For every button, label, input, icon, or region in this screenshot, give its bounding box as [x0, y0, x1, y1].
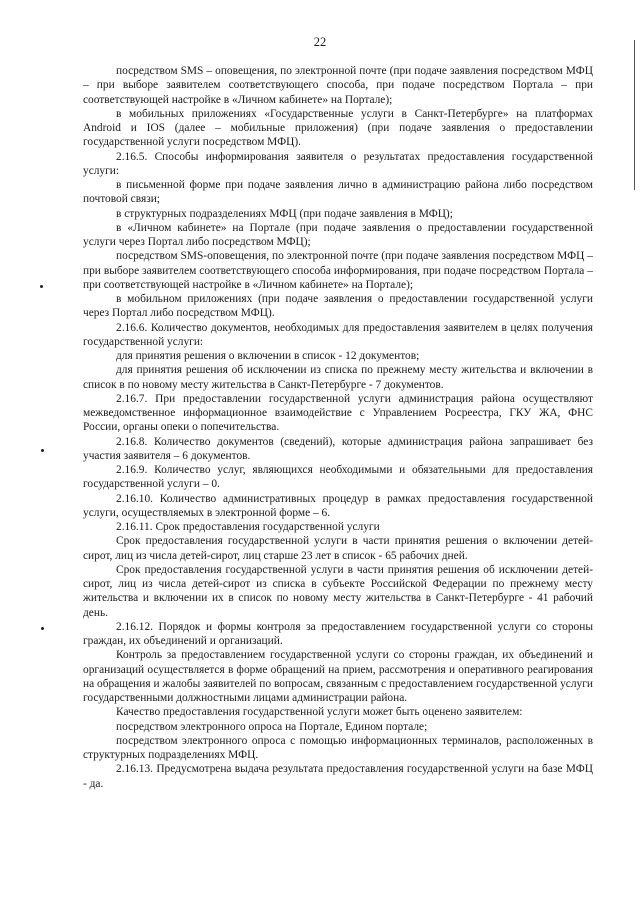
- scan-mark-dot: [41, 449, 44, 452]
- paragraph: посредством электронного опроса с помощью информационных терминалов, расположенных в структурных подразделениях МФЦ.: [83, 734, 593, 761]
- scan-mark-dot: [40, 285, 43, 288]
- paragraph: 2.16.6. Количество документов, необходимых для предоставления заявителем в целях получения государственной услуги:: [83, 321, 593, 348]
- paragraph: Качество предоставления государственной услуги может быть оценено заявителем:: [116, 706, 523, 719]
- paragraph: в «Личном кабинете» на Портале (при подаче заявления о предоставлении государственной услуги через Портал либо посредством МФЦ);: [83, 221, 593, 248]
- paragraph: 2.16.13. Предусмотрена выдача результата предоставления государственной услуги на базе МФЦ - да.: [83, 763, 593, 790]
- paragraph: посредством SMS-оповещения, по электронной почте (при подаче заявления посредством МФЦ – при выборе заявителем соответствующего способа информирования, при подаче посредством Портала – при соответствующей настройке в «Личном кабинете» на Портале);: [83, 250, 593, 291]
- paragraph: в мобильных приложениях «Государственные услуги в Санкт-Петербурге» на платформах Android и IOS (далее – мобильные приложения) (при подаче заявления о предоставлении государственной услуги посредством МФЦ).: [83, 107, 593, 149]
- page-body: [83, 64, 593, 791]
- paragraph: 2.16.9. Количество услуг, являющихся необходимыми и обязательными для предоставления государственной услуги – 0.: [83, 464, 593, 491]
- paragraph: в письменной форме при подаче заявления лично в администрацию района либо посредством почтовой связи;: [83, 179, 593, 206]
- scan-edge-line: [634, 40, 635, 190]
- paragraph: 2.16.11. Срок предоставления государственной услуги: [116, 521, 380, 533]
- paragraph: 2.16.7. При предоставлении государственной услуги администрация района осуществляют межведомственное информационное взаимодействие с Управлением Росреестра, ГКУ ЖА, ФНС России, органы опеки о попечительства.: [83, 392, 593, 434]
- paragraph: посредством электронного опроса на Портале, Едином портале;: [116, 720, 428, 733]
- paragraph: Срок предоставления государственной услуги в части принятия решения о включении детей-сирот, лиц из числа детей-сирот, лиц старше 23 лет в список - 65 рабочих дней.: [83, 535, 593, 562]
- paragraph: в мобильном приложениях (при подаче заявления о предоставлении государственной услуги через Портал либо посредством МФЦ).: [83, 293, 593, 320]
- paragraph: Контроль за предоставлением государственной услуги со стороны граждан, их объединений и организаций осуществляется в форме обращений на прием, рассмотрения и оперативного реагирования на обращения и жалобы заявителей по вопросам, связанным с предоставлением государственной услуги государственными должностными лицами администрации района.: [83, 649, 593, 704]
- scan-mark-dot: [41, 627, 44, 630]
- paragraph: для принятия решения о включении в список - 12 документов;: [116, 350, 420, 362]
- paragraph: в структурных подразделениях МФЦ (при подаче заявления в МФЦ);: [116, 207, 453, 220]
- paragraph: 2.16.10. Количество административных процедур в рамках предоставления государственной услуги, осуществляемых в электронной форме – 6.: [83, 492, 593, 519]
- page-number: 22: [313, 35, 327, 49]
- paragraph: 2.16.5. Способы информирования заявителя о результатах предоставления государственной услуги:: [83, 150, 593, 177]
- paragraph: Срок предоставления государственной услуги в части принятия решения об исключении детей-сирот, лиц из числа детей-сирот из списка в субъекте Российской Федерации по прежнему месту жительства и включении их в список по новому месту жительства в Санкт-Петербурге - 41 рабочий день.: [83, 563, 593, 619]
- paragraph: 2.16.8. Количество документов (сведений), которые администрация района запрашивает без участия заявителя – 6 документов.: [83, 435, 593, 462]
- paragraph: для принятия решения об исключении из списка по прежнему месту жительства и включении в список в по новому месту жительства в Санкт-Петербурге - 7 документов.: [83, 364, 593, 391]
- paragraph: посредством SMS – оповещения, по электронной почте (при подаче заявления посредством МФЦ – при выборе заявителем соответствующего способа, при подаче посредством Портала – при соответствующей настройке в «Личном кабинете» на Портале);: [83, 65, 593, 106]
- paragraph: 2.16.12. Порядок и формы контроля за предоставлением государственной услуги со стороны граждан, их объединений и организаций.: [83, 620, 593, 647]
